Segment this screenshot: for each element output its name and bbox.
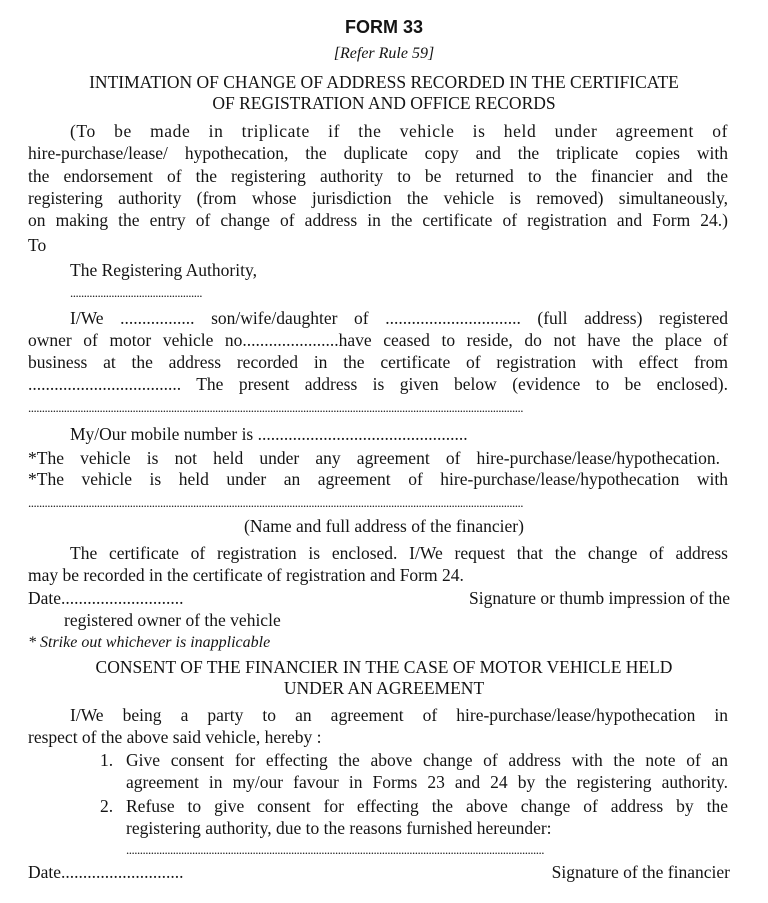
mobile-number-field[interactable]: My/Our mobile number is ................................................ <box>70 424 468 444</box>
refusal-reasons-blank[interactable]: ........................................................................................................................................................ <box>126 842 544 857</box>
addressee-authority: The Registering Authority, <box>70 260 257 280</box>
financier-caption: (Name and full address of the financier) <box>244 516 524 536</box>
financier-date-field[interactable]: Date............................ <box>28 862 184 882</box>
option-held-under-agreement: *The vehicle is held under an agreement of hire-purchase/lease/hypothecation with <box>28 469 728 489</box>
owner-signature-label-line2: registered owner of the vehicle <box>64 610 281 630</box>
consent-intro-line1: I/We being a party to an agreement of hire-purchase/lease/hypothecation in <box>70 705 728 725</box>
instruction-note-line3: the endorsement of the registering authority to be returned to the financier and the <box>28 166 728 186</box>
authority-address-blank[interactable]: ................................................ <box>70 285 202 300</box>
owner-date-field[interactable]: Date............................ <box>28 588 184 608</box>
rule-reference: [Refer Rule 59] <box>333 45 435 62</box>
financier-signature-label: Signature of the financier <box>551 862 730 882</box>
consent-heading-line1: CONSENT OF THE FINANCIER IN THE CASE OF MOTOR VEHICLE HELD <box>95 657 673 677</box>
financier-details-blank[interactable]: .................................................................................................................................................................................... <box>28 495 523 510</box>
consent-item2-line2: registering authority, due to the reasons furnished hereunder: <box>126 818 552 838</box>
owner-statement-line1: I/We ................. son/wife/daughter of ............................... (full address) registered <box>70 308 728 328</box>
form-title-line2: OF REGISTRATION AND OFFICE RECORDS <box>212 93 556 113</box>
consent-item2-number: 2. <box>100 796 114 816</box>
instruction-note-line5: on making the entry of change of address in the certificate of registration and Form 24.) <box>28 210 728 230</box>
consent-item1-line1: Give consent for effecting the above change of address with the note of an <box>126 750 728 770</box>
addressee-to: To <box>28 235 47 255</box>
strike-out-note: * Strike out whichever is inapplicable <box>28 634 271 651</box>
form-title-line1: INTIMATION OF CHANGE OF ADDRESS RECORDED IN THE CERTIFICATE <box>89 72 679 92</box>
owner-statement-line4: ................................... The present address is given below (evidence to be enclosed). <box>28 374 728 394</box>
request-line1: The certificate of registration is enclosed. I/We request that the change of address <box>70 543 728 563</box>
present-address-blank[interactable]: .................................................................................................................................................................................... <box>28 400 523 415</box>
consent-item1-number: 1. <box>100 750 114 770</box>
consent-item2-line1: Refuse to give consent for effecting the above change of address by the <box>126 796 728 816</box>
instruction-note-line2: hire-purchase/lease/ hypothecation, the duplicate copy and the triplicate copies with <box>28 143 728 163</box>
consent-intro-line2: respect of the above said vehicle, hereby : <box>28 727 322 747</box>
instruction-note-line1: (To be made in triplicate if the vehicle is held under agreement of <box>70 121 728 141</box>
request-line2: may be recorded in the certificate of registration and Form 24. <box>28 565 464 585</box>
owner-signature-label: Signature or thumb impression of the <box>468 588 730 608</box>
instruction-note-line4: registering authority (from whose jurisdiction the vehicle is removed) simultaneously, <box>28 188 728 208</box>
form-number: FORM 33 <box>344 17 423 37</box>
consent-heading-line2: UNDER AN AGREEMENT <box>283 678 485 698</box>
option-not-held: *The vehicle is not held under any agreement of hire-purchase/lease/hypothecation. <box>28 448 720 468</box>
owner-statement-line3: business at the address recorded in the certificate of registration with effect from <box>28 352 728 372</box>
owner-statement-line2: owner of motor vehicle no......................have ceased to reside, do not have the place of <box>28 330 728 350</box>
consent-item1-line2: agreement in my/our favour in Forms 23 and 24 by the registering authority. <box>126 772 728 792</box>
